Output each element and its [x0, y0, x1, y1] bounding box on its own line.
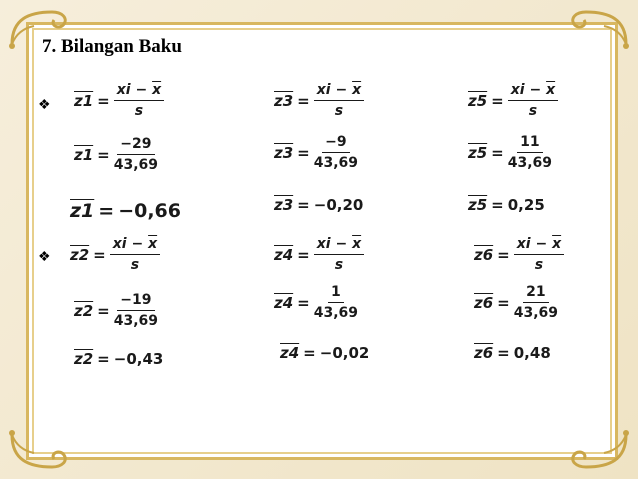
variable-label: z1	[70, 200, 95, 222]
numerator-term: xi	[112, 236, 127, 252]
result-z4: z4 = −0,02	[280, 344, 370, 362]
mean-symbol: $\overline{x}$	[152, 82, 162, 98]
result-value: −0,02	[319, 344, 370, 362]
fraction	[514, 236, 564, 273]
numerator-value: −29	[117, 136, 154, 155]
denominator: s	[130, 257, 140, 273]
variable-label: z1	[74, 91, 94, 110]
mean-symbol: $\overline{x}$	[352, 82, 362, 98]
denominator-value: 43,69	[113, 157, 159, 173]
formula-z2: z2 = $\frac{xi - \overline{x}}{s}$	[70, 236, 160, 273]
denominator: s	[134, 103, 144, 119]
variable-label: z3	[274, 196, 294, 214]
bullet-icon: ❖	[38, 97, 51, 113]
variable-label: z2	[74, 301, 94, 320]
formula-z3: z3 = $\frac{xi - \overline{x}}{s}$	[274, 82, 364, 119]
fraction	[314, 82, 364, 119]
variable-label: z4	[274, 245, 294, 264]
corner-ornament-bottom-left	[4, 425, 74, 475]
denominator: s	[334, 257, 344, 273]
fraction	[314, 236, 364, 273]
numerator-term: xi	[316, 236, 331, 252]
variable-label: z2	[70, 245, 90, 264]
numerator-term: xi	[510, 82, 525, 98]
denominator-value: 43,69	[313, 305, 359, 321]
variable-label: z5	[468, 143, 488, 162]
variable-label: z6	[474, 293, 494, 312]
result-z2: z2 = −0,43	[74, 350, 164, 368]
result-value: 0,48	[513, 344, 551, 362]
formula-z6: z6 = $\frac{xi - \overline{x}}{s}$	[474, 236, 564, 273]
minus-sign: −	[335, 82, 348, 98]
numerator-value: −9	[322, 134, 349, 153]
variable-label: z4	[274, 293, 294, 312]
formula-z4: z4 = $\frac{xi - \overline{x}}{s}$	[274, 236, 364, 273]
variable-label: z4	[280, 344, 300, 362]
substitution-z2: z2 = $\frac{-19}{43,69}$	[74, 292, 159, 329]
fraction	[114, 136, 158, 173]
result-value: −0,43	[113, 350, 164, 368]
result-value: −0,66	[118, 200, 182, 222]
formula-z5: z5 = $\frac{xi - \overline{x}}{s}$	[468, 82, 558, 119]
mean-symbol: $\overline{x}$	[552, 236, 562, 252]
variable-label: z5	[468, 91, 488, 110]
variable-label: z6	[474, 344, 494, 362]
fraction	[514, 284, 558, 321]
formula-z1: z1 = $\frac{xi - \overline{x}}{s}$	[74, 82, 164, 119]
fraction	[314, 134, 358, 171]
mean-symbol: $\overline{x}$	[148, 236, 158, 252]
numerator-value: 21	[523, 284, 548, 303]
denominator-value: 43,69	[507, 155, 553, 171]
denominator-value: 43,69	[313, 155, 359, 171]
minus-sign: −	[131, 236, 144, 252]
numerator-value: 1	[328, 284, 344, 303]
variable-label: z2	[74, 350, 94, 368]
denominator-value: 43,69	[513, 305, 559, 321]
corner-ornament-bottom-right	[564, 425, 634, 475]
minus-sign: −	[335, 236, 348, 252]
fraction	[508, 82, 558, 119]
corner-ornament-top-right	[564, 4, 634, 54]
variable-label: z3	[274, 91, 294, 110]
result-z1: z1 = −0,66	[70, 200, 182, 222]
slide-title: 7. Bilangan Baku	[42, 36, 182, 57]
substitution-z1: z1 = $\frac{-29}{43,69}$	[74, 136, 159, 173]
mean-symbol: $\overline{x}$	[546, 82, 556, 98]
fraction	[110, 236, 160, 273]
fraction	[508, 134, 552, 171]
numerator-value: −19	[117, 292, 154, 311]
substitution-z4: z4 = $\frac{1}{43,69}$	[274, 284, 359, 321]
result-z3: z3 = −0,20	[274, 196, 364, 214]
denominator: s	[534, 257, 544, 273]
substitution-z3: z3 = $\frac{-9}{43,69}$	[274, 134, 359, 171]
denominator-value: 43,69	[113, 313, 159, 329]
mean-symbol: $\overline{x}$	[352, 236, 362, 252]
numerator-term: xi	[516, 236, 531, 252]
minus-sign: −	[135, 82, 148, 98]
substitution-z5: z5 = $\frac{11}{43,69}$	[468, 134, 553, 171]
variable-label: z1	[74, 145, 94, 164]
substitution-z6: z6 = $\frac{21}{43,69}$	[474, 284, 559, 321]
minus-sign: −	[535, 236, 548, 252]
result-value: −0,20	[313, 196, 364, 214]
fraction	[114, 292, 158, 329]
numerator-term: xi	[316, 82, 331, 98]
result-value: 0,25	[507, 196, 545, 214]
result-z6: z6 = 0,48	[474, 344, 551, 362]
denominator: s	[528, 103, 538, 119]
bullet-icon: ❖	[38, 249, 51, 265]
numerator-term: xi	[116, 82, 131, 98]
variable-label: z3	[274, 143, 294, 162]
result-z5: z5 = 0,25	[468, 196, 545, 214]
fraction	[114, 82, 164, 119]
variable-label: z6	[474, 245, 494, 264]
fraction	[314, 284, 358, 321]
variable-label: z5	[468, 196, 488, 214]
denominator: s	[334, 103, 344, 119]
numerator-value: 11	[517, 134, 542, 153]
minus-sign: −	[529, 82, 542, 98]
